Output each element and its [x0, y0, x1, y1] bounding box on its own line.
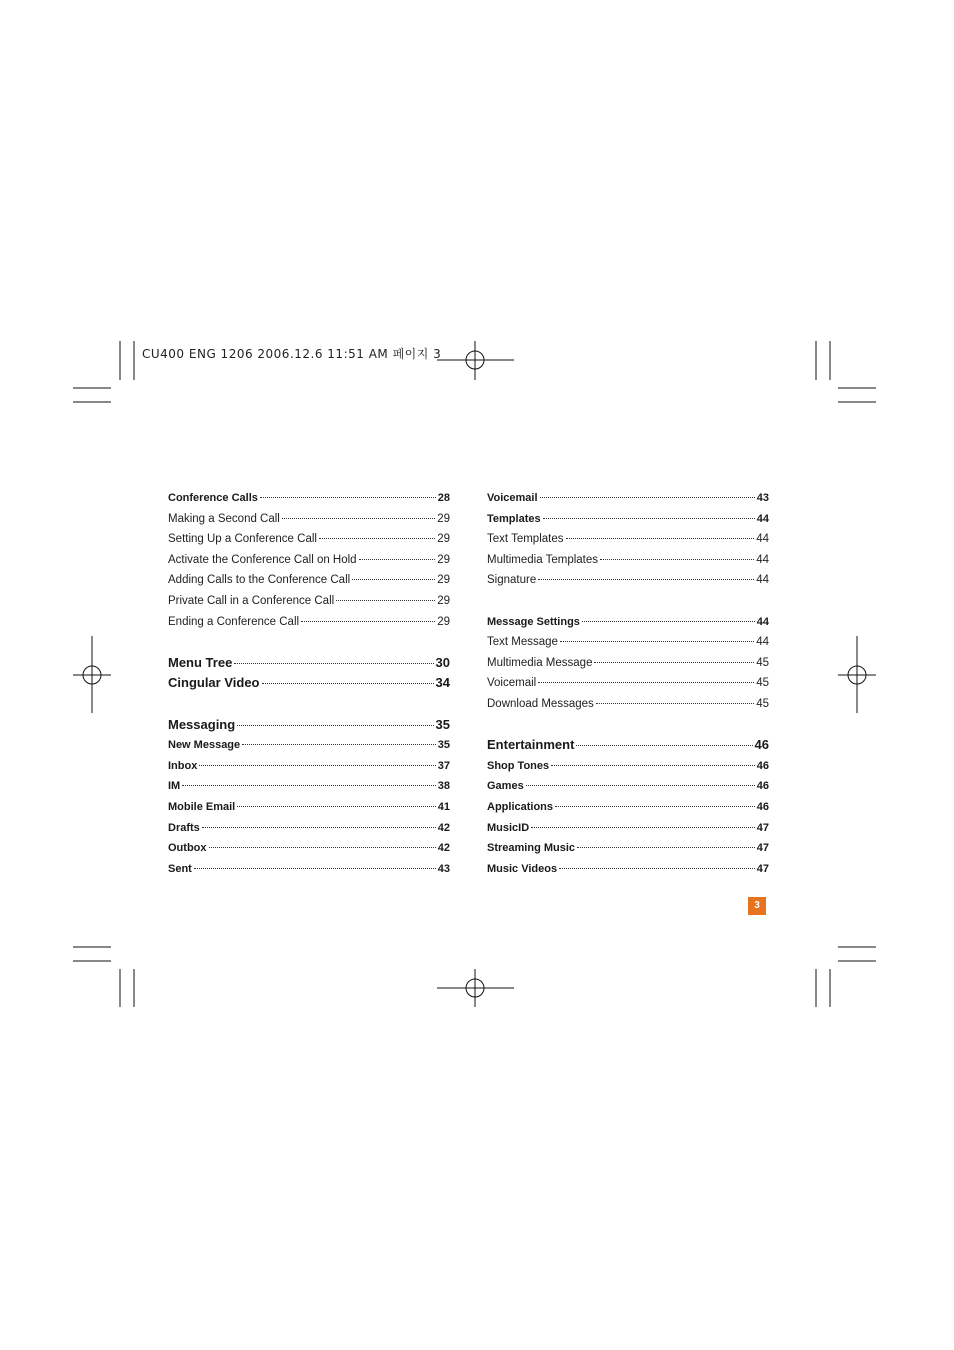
toc-entry[interactable]: [168, 838, 450, 859]
dot-leader: [543, 518, 755, 519]
toc-entry-page: 47: [756, 842, 769, 855]
toc-entry-label: Multimedia Templates: [487, 553, 599, 566]
toc-entry-label: Making a Second Call: [168, 512, 280, 525]
dot-leader: [199, 765, 435, 766]
toc-entry-page: 35: [437, 739, 450, 752]
toc-entry-label: Templates: [487, 512, 541, 525]
dot-leader: [237, 806, 436, 807]
toc-entry-label: Applications: [487, 800, 554, 813]
dot-leader: [194, 868, 436, 869]
dot-leader: [540, 497, 755, 498]
print-slug-text: CU400 ENG 1206 2006.12.6 11:51 AM 페이지 3: [142, 347, 442, 361]
toc-entry[interactable]: [168, 653, 450, 674]
dot-leader: [202, 827, 436, 828]
toc-entry-label: Conference Calls: [168, 492, 258, 504]
toc-entry[interactable]: [168, 591, 450, 612]
toc-entry-label: Multimedia Message: [487, 656, 593, 669]
toc-entry-page: 28: [437, 492, 450, 504]
toc-entry-label: Mobile Email: [168, 800, 236, 813]
toc-entry-page: 29: [437, 553, 450, 566]
toc-entry-label: Menu Tree: [168, 654, 233, 670]
toc-entry-page: 44: [756, 615, 769, 628]
toc-entry[interactable]: [168, 735, 450, 756]
toc-entry[interactable]: [487, 838, 769, 859]
toc-entry-page: 44: [756, 574, 769, 587]
toc-entry[interactable]: [487, 818, 769, 839]
toc-entry[interactable]: [168, 818, 450, 839]
toc-entry-label: MusicID: [487, 821, 530, 834]
toc-entry-label: Music Videos: [487, 862, 558, 875]
toc-entry-page: 45: [756, 677, 769, 690]
toc-entry-page: 44: [756, 636, 769, 649]
toc-entry[interactable]: [168, 488, 450, 509]
registration-target-top: [437, 341, 514, 380]
toc-entry-page: 29: [437, 512, 450, 525]
dot-leader: [594, 662, 754, 663]
toc-entry-page: 45: [756, 656, 769, 669]
toc-entry[interactable]: [487, 550, 769, 571]
toc-entry-page: 46: [756, 800, 769, 813]
registration-target-left: [73, 636, 111, 713]
toc-entry-label: New Message: [168, 739, 241, 752]
toc-entry[interactable]: [487, 859, 769, 880]
toc-entry[interactable]: [487, 612, 769, 633]
toc-entry-page: 30: [435, 654, 450, 670]
toc-entry-page: 29: [437, 574, 450, 587]
toc-spacer: [168, 694, 450, 715]
registration-target-right: [838, 636, 876, 713]
toc-spacer: [487, 591, 769, 612]
toc-entry-page: 29: [437, 533, 450, 546]
toc-entry[interactable]: [168, 570, 450, 591]
toc-entry[interactable]: [168, 715, 450, 736]
dot-leader: [282, 518, 435, 519]
dot-leader: [559, 868, 755, 869]
toc-entry-page: 41: [437, 800, 450, 813]
toc-entry[interactable]: [487, 653, 769, 674]
dot-leader: [600, 559, 754, 560]
dot-leader: [555, 806, 755, 807]
toc-entry-label: Adding Calls to the Conference Call: [168, 574, 351, 587]
dot-leader: [319, 538, 435, 539]
toc-entry[interactable]: [487, 694, 769, 715]
toc-entry-page: 37: [437, 759, 450, 772]
toc-entry-page: 44: [756, 553, 769, 566]
toc-spacer: [168, 632, 450, 653]
toc-left-column: [168, 488, 450, 879]
toc-entry[interactable]: [168, 756, 450, 777]
dot-leader: [596, 703, 754, 704]
toc-entry-page: 34: [435, 675, 450, 691]
dot-leader: [237, 725, 433, 726]
toc-entry-page: 35: [435, 716, 450, 732]
dot-leader: [531, 827, 755, 828]
toc-entry-label: Download Messages: [487, 697, 594, 710]
toc-entry[interactable]: [168, 612, 450, 633]
toc-entry[interactable]: [487, 776, 769, 797]
dot-leader: [582, 621, 755, 622]
dot-leader: [526, 785, 755, 786]
toc-entry[interactable]: [168, 797, 450, 818]
toc-entry-label: IM: [168, 780, 181, 793]
toc-entry[interactable]: [168, 859, 450, 880]
dot-leader: [538, 682, 754, 683]
toc-entry-label: Activate the Conference Call on Hold: [168, 553, 357, 566]
toc-entry-label: Sent: [168, 862, 192, 875]
toc-entry-label: Drafts: [168, 821, 200, 834]
toc-entry-label: Messaging: [168, 716, 236, 732]
dot-leader: [301, 621, 435, 622]
toc-entry-label: Message Settings: [487, 615, 580, 628]
toc-entry-page: 44: [756, 512, 769, 525]
dot-leader: [352, 579, 435, 580]
toc-entry-page: 44: [756, 533, 769, 546]
toc-entry-label: Voicemail: [487, 492, 538, 504]
dot-leader: [260, 497, 436, 498]
dot-leader: [182, 785, 436, 786]
toc-entry-page: 46: [754, 737, 769, 753]
dot-leader: [359, 559, 436, 560]
dot-leader: [336, 600, 435, 601]
toc-entry[interactable]: [168, 529, 450, 550]
toc-entry-page: 47: [756, 862, 769, 875]
toc-entry[interactable]: [487, 632, 769, 653]
toc-entry-page: 47: [756, 821, 769, 834]
toc-entry-page: 42: [437, 821, 450, 834]
dot-leader: [566, 538, 755, 539]
dot-leader: [577, 847, 755, 848]
toc-entry-label: Shop Tones: [487, 759, 550, 772]
dot-leader: [262, 683, 434, 684]
toc-entry-label: Streaming Music: [487, 842, 576, 855]
toc-entry-page: 46: [756, 759, 769, 772]
dot-leader: [538, 579, 754, 580]
toc-entry-page: 38: [437, 780, 450, 793]
toc-entry-label: Text Templates: [487, 533, 564, 546]
dot-leader: [551, 765, 755, 766]
toc-entry-label: Inbox: [168, 759, 198, 772]
toc-entry[interactable]: [487, 488, 769, 509]
toc-entry[interactable]: [168, 550, 450, 571]
toc-entry-label: Text Message: [487, 636, 558, 649]
toc-entry-label: Setting Up a Conference Call: [168, 533, 317, 546]
dot-leader: [576, 745, 752, 746]
toc-entry-page: 29: [437, 594, 450, 607]
toc-entry[interactable]: [487, 756, 769, 777]
toc-entry[interactable]: [487, 797, 769, 818]
toc-entry-label: Entertainment: [487, 737, 575, 753]
toc-entry-page: 45: [756, 697, 769, 710]
toc-entry-label: Signature: [487, 574, 537, 587]
toc-entry[interactable]: [487, 570, 769, 591]
registration-target-bottom: [437, 969, 514, 1007]
dot-leader: [242, 744, 436, 745]
toc-entry-label: Ending a Conference Call: [168, 615, 300, 628]
dot-leader: [560, 641, 754, 642]
toc-entry-page: 43: [437, 862, 450, 875]
toc-entry-page: 29: [437, 615, 450, 628]
toc-entry-label: Games: [487, 780, 524, 793]
toc-entry-page: 46: [756, 780, 769, 793]
toc-entry[interactable]: [487, 509, 769, 530]
toc-entry[interactable]: [487, 673, 769, 694]
toc-entry[interactable]: [487, 735, 769, 756]
toc-entry-page: 42: [437, 842, 450, 855]
toc-entry-label: Private Call in a Conference Call: [168, 594, 335, 607]
toc-entry-label: Voicemail: [487, 677, 537, 690]
toc-entry[interactable]: [168, 776, 450, 797]
page-number-badge: 3: [748, 897, 766, 915]
toc-spacer: [487, 715, 769, 736]
toc-entry[interactable]: [168, 509, 450, 530]
toc-entry[interactable]: [168, 673, 450, 694]
toc-entry-page: 43: [756, 492, 769, 504]
dot-leader: [234, 663, 433, 664]
dot-leader: [209, 847, 436, 848]
toc-entry[interactable]: [487, 529, 769, 550]
toc-right-column: [487, 488, 769, 879]
toc-entry-label: Cingular Video: [168, 675, 260, 691]
toc-entry-label: Outbox: [168, 842, 207, 855]
